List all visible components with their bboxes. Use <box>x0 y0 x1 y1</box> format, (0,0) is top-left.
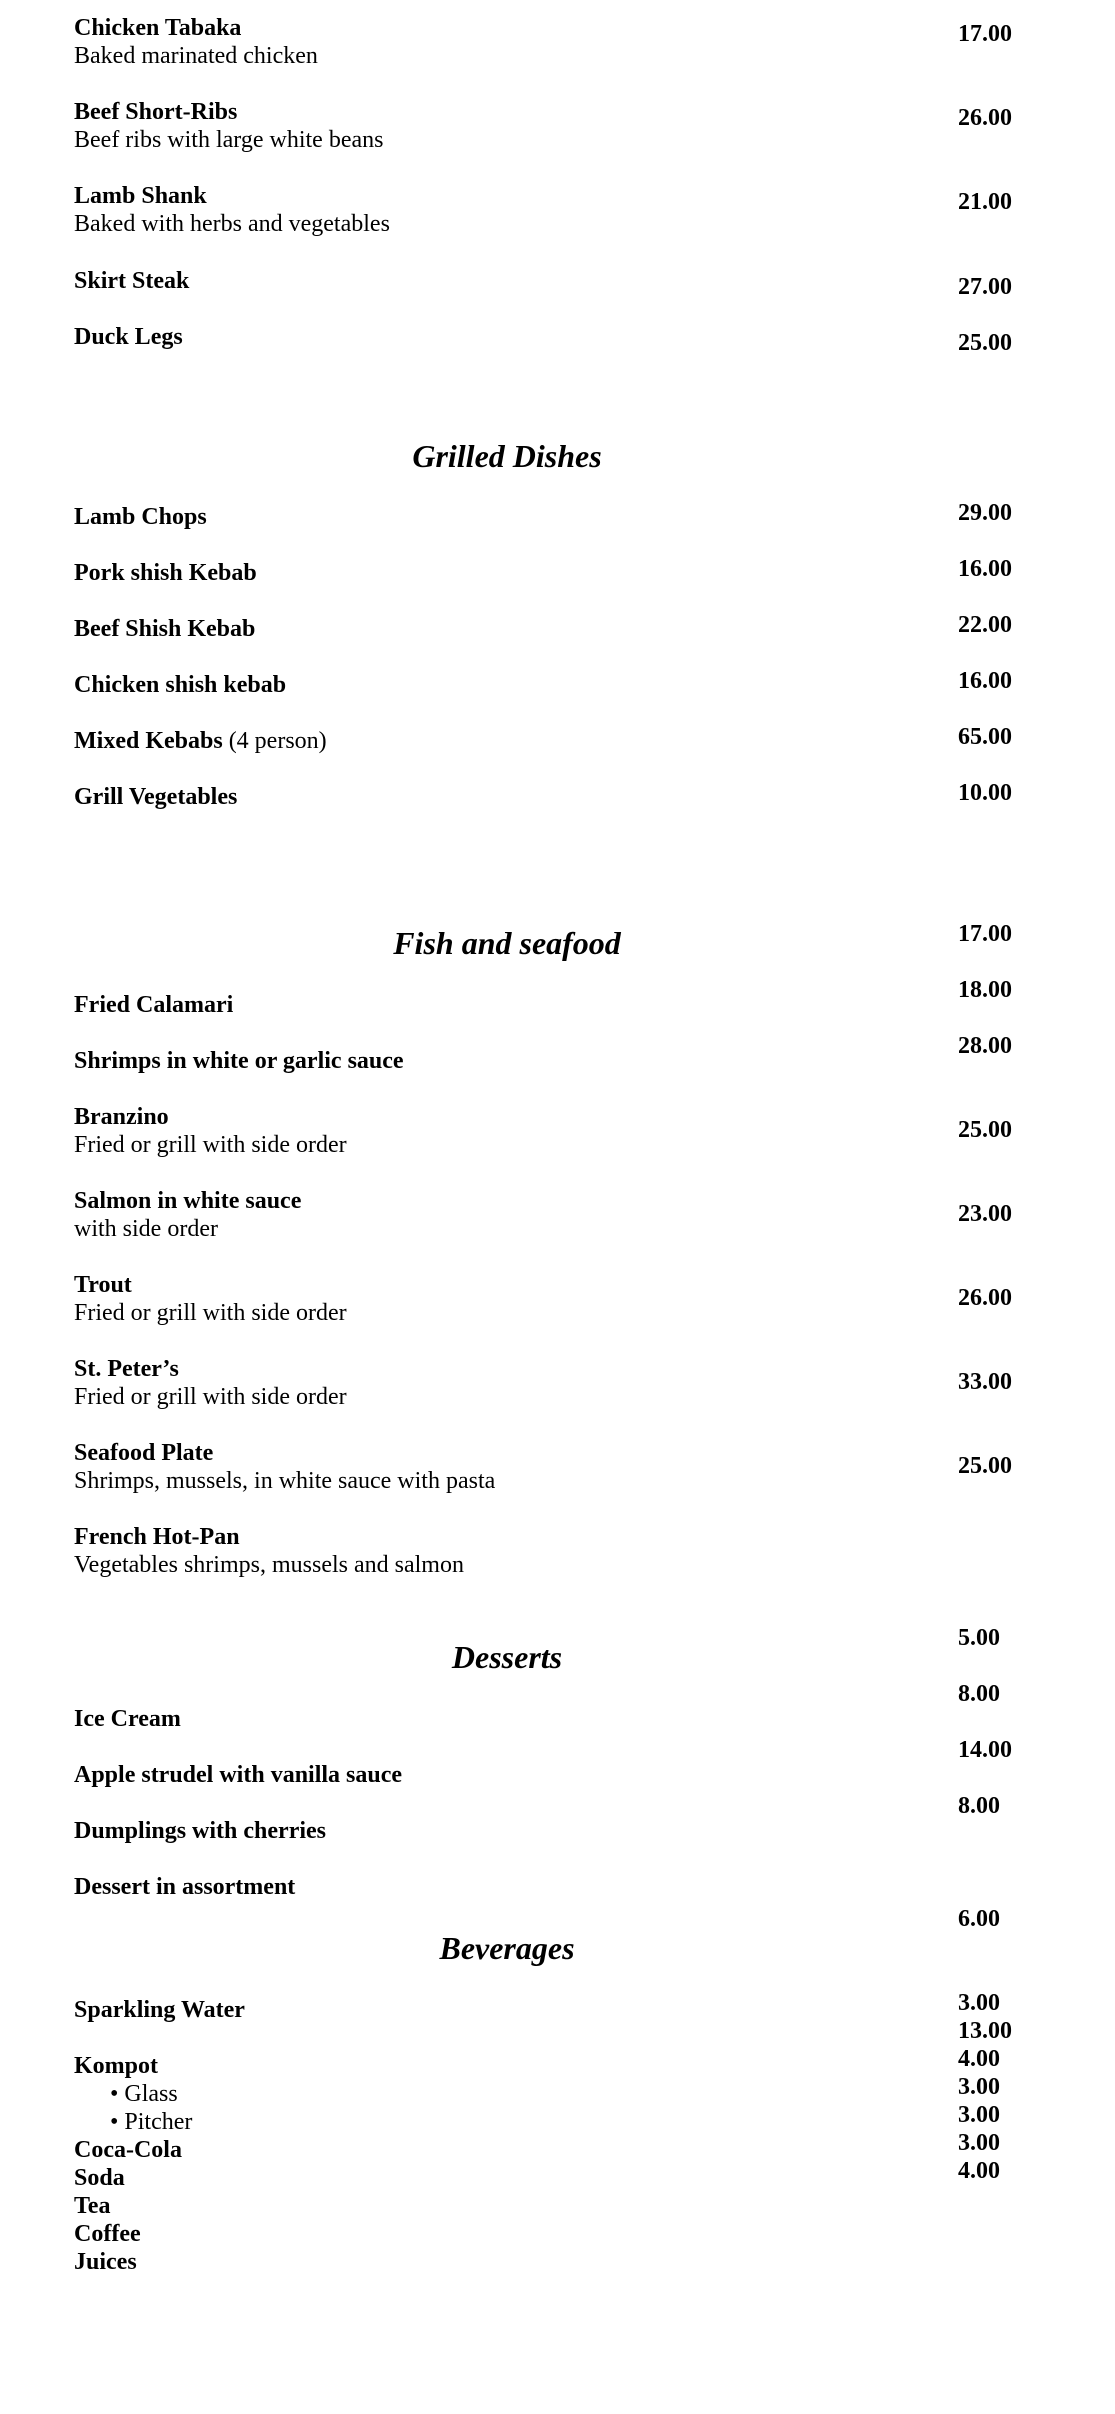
item-price-grill-vegetables: 10.00 <box>958 780 1012 806</box>
item-name-branzino: Branzino <box>74 1104 169 1130</box>
item-price-pork-shish-kebab: 16.00 <box>958 556 1012 582</box>
dessert-price-3: 14.00 <box>958 1737 1012 1763</box>
item-name-lamb-shank: Lamb Shank <box>74 183 207 209</box>
item-desc-salmon-white-sauce: with side order <box>74 1216 218 1242</box>
item-name-st-peters: St. Peter’s <box>74 1356 179 1382</box>
dessert-price-1: 5.00 <box>958 1625 1000 1651</box>
section-title-grilled-dishes: Grilled Dishes <box>412 438 602 474</box>
section-title-beverages: Beverages <box>439 1930 575 1966</box>
item-price-mixed-kebabs: 65.00 <box>958 724 1012 750</box>
item-name-grill-vegetables: Grill Vegetables <box>74 784 238 810</box>
item-price-skirt-steak: 27.00 <box>958 274 1012 300</box>
item-price-chicken-tabaka: 17.00 <box>958 21 1012 47</box>
item-name-duck-legs: Duck Legs <box>74 324 183 350</box>
item-name-pork-shish-kebab: Pork shish Kebab <box>74 560 257 586</box>
item-name-coca-cola: Coca-Cola <box>74 2137 182 2163</box>
item-name-ice-cream: Ice Cream <box>74 1706 181 1732</box>
fish-price-7: 33.00 <box>958 1369 1012 1395</box>
item-name-salmon-white-sauce: Salmon in white sauce <box>74 1188 302 1214</box>
item-note-mixed-kebabs: (4 person) <box>228 728 327 754</box>
item-name-coffee: Coffee <box>74 2221 141 2247</box>
beverage-price-1: 6.00 <box>958 1906 1000 1932</box>
beverage-price-8: 4.00 <box>958 2158 1000 2184</box>
item-name-beef-shish-kebab: Beef Shish Kebab <box>74 616 256 642</box>
kompot-option-pitcher: • Pitcher <box>110 2109 193 2135</box>
item-name-skirt-steak: Skirt Steak <box>74 268 190 294</box>
item-name-dessert-assortment: Dessert in assortment <box>74 1874 296 1900</box>
item-desc-chicken-tabaka: Baked marinated chicken <box>74 43 318 69</box>
item-name-shrimps-white-garlic: Shrimps in white or garlic sauce <box>74 1048 404 1074</box>
section-title-desserts: Desserts <box>451 1639 563 1675</box>
item-mixed-kebabs <box>74 729 327 753</box>
item-price-lamb-chops: 29.00 <box>958 500 1012 526</box>
beverage-price-4: 4.00 <box>958 2046 1000 2072</box>
section-title-fish-and-seafood: Fish and seafood <box>393 925 621 961</box>
item-name-apple-strudel: Apple strudel with vanilla sauce <box>74 1762 403 1788</box>
item-name-trout: Trout <box>74 1272 132 1298</box>
item-desc-beef-short-ribs: Beef ribs with large white beans <box>74 127 384 153</box>
item-name-lamb-chops: Lamb Chops <box>74 504 207 530</box>
fish-price-5: 23.00 <box>958 1201 1012 1227</box>
fish-price-6: 26.00 <box>958 1285 1012 1311</box>
item-name-soda: Soda <box>74 2165 125 2191</box>
item-desc-st-peters: Fried or grill with side order <box>74 1384 347 1410</box>
item-name-french-hot-pan: French Hot-Pan <box>74 1524 240 1550</box>
item-name-seafood-plate: Seafood Plate <box>74 1440 214 1466</box>
item-name-chicken-tabaka: Chicken Tabaka <box>74 15 242 41</box>
item-name-dumplings-cherries: Dumplings with cherries <box>74 1818 326 1844</box>
item-price-chicken-shish-kebab: 16.00 <box>958 668 1012 694</box>
item-price-beef-short-ribs: 26.00 <box>958 105 1012 131</box>
beverage-price-5: 3.00 <box>958 2074 1000 2100</box>
item-desc-seafood-plate: Shrimps, mussels, in white sauce with pasta <box>74 1468 496 1494</box>
dessert-price-2: 8.00 <box>958 1681 1000 1707</box>
fish-price-3: 28.00 <box>958 1033 1012 1059</box>
item-price-duck-legs: 25.00 <box>958 330 1012 356</box>
item-desc-lamb-shank: Baked with herbs and vegetables <box>74 211 390 237</box>
item-name-chicken-shish-kebab: Chicken shish kebab <box>74 672 287 698</box>
item-name-mixed-kebabs: Mixed Kebabs <box>74 728 223 754</box>
beverage-price-2: 3.00 <box>958 1990 1000 2016</box>
fish-price-1: 17.00 <box>958 921 1012 947</box>
beverage-price-3: 13.00 <box>958 2018 1012 2044</box>
fish-price-8: 25.00 <box>958 1453 1012 1479</box>
item-desc-branzino: Fried or grill with side order <box>74 1132 347 1158</box>
item-price-beef-shish-kebab: 22.00 <box>958 612 1012 638</box>
item-name-sparkling-water: Sparkling Water <box>74 1997 245 2023</box>
item-name-juices: Juices <box>74 2249 137 2275</box>
item-name-kompot: Kompot <box>74 2053 158 2079</box>
item-name-beef-short-ribs: Beef Short-Ribs <box>74 99 238 125</box>
kompot-option-glass: • Glass <box>110 2081 178 2107</box>
item-name-fried-calamari: Fried Calamari <box>74 992 234 1018</box>
beverage-price-6: 3.00 <box>958 2102 1000 2128</box>
item-price-lamb-shank: 21.00 <box>958 189 1012 215</box>
fish-price-2: 18.00 <box>958 977 1012 1003</box>
dessert-price-4: 8.00 <box>958 1793 1000 1819</box>
item-name-tea: Tea <box>74 2193 111 2219</box>
fish-price-4: 25.00 <box>958 1117 1012 1143</box>
item-desc-french-hot-pan: Vegetables shrimps, mussels and salmon <box>74 1552 464 1578</box>
beverage-price-7: 3.00 <box>958 2130 1000 2156</box>
item-desc-trout: Fried or grill with side order <box>74 1300 347 1326</box>
